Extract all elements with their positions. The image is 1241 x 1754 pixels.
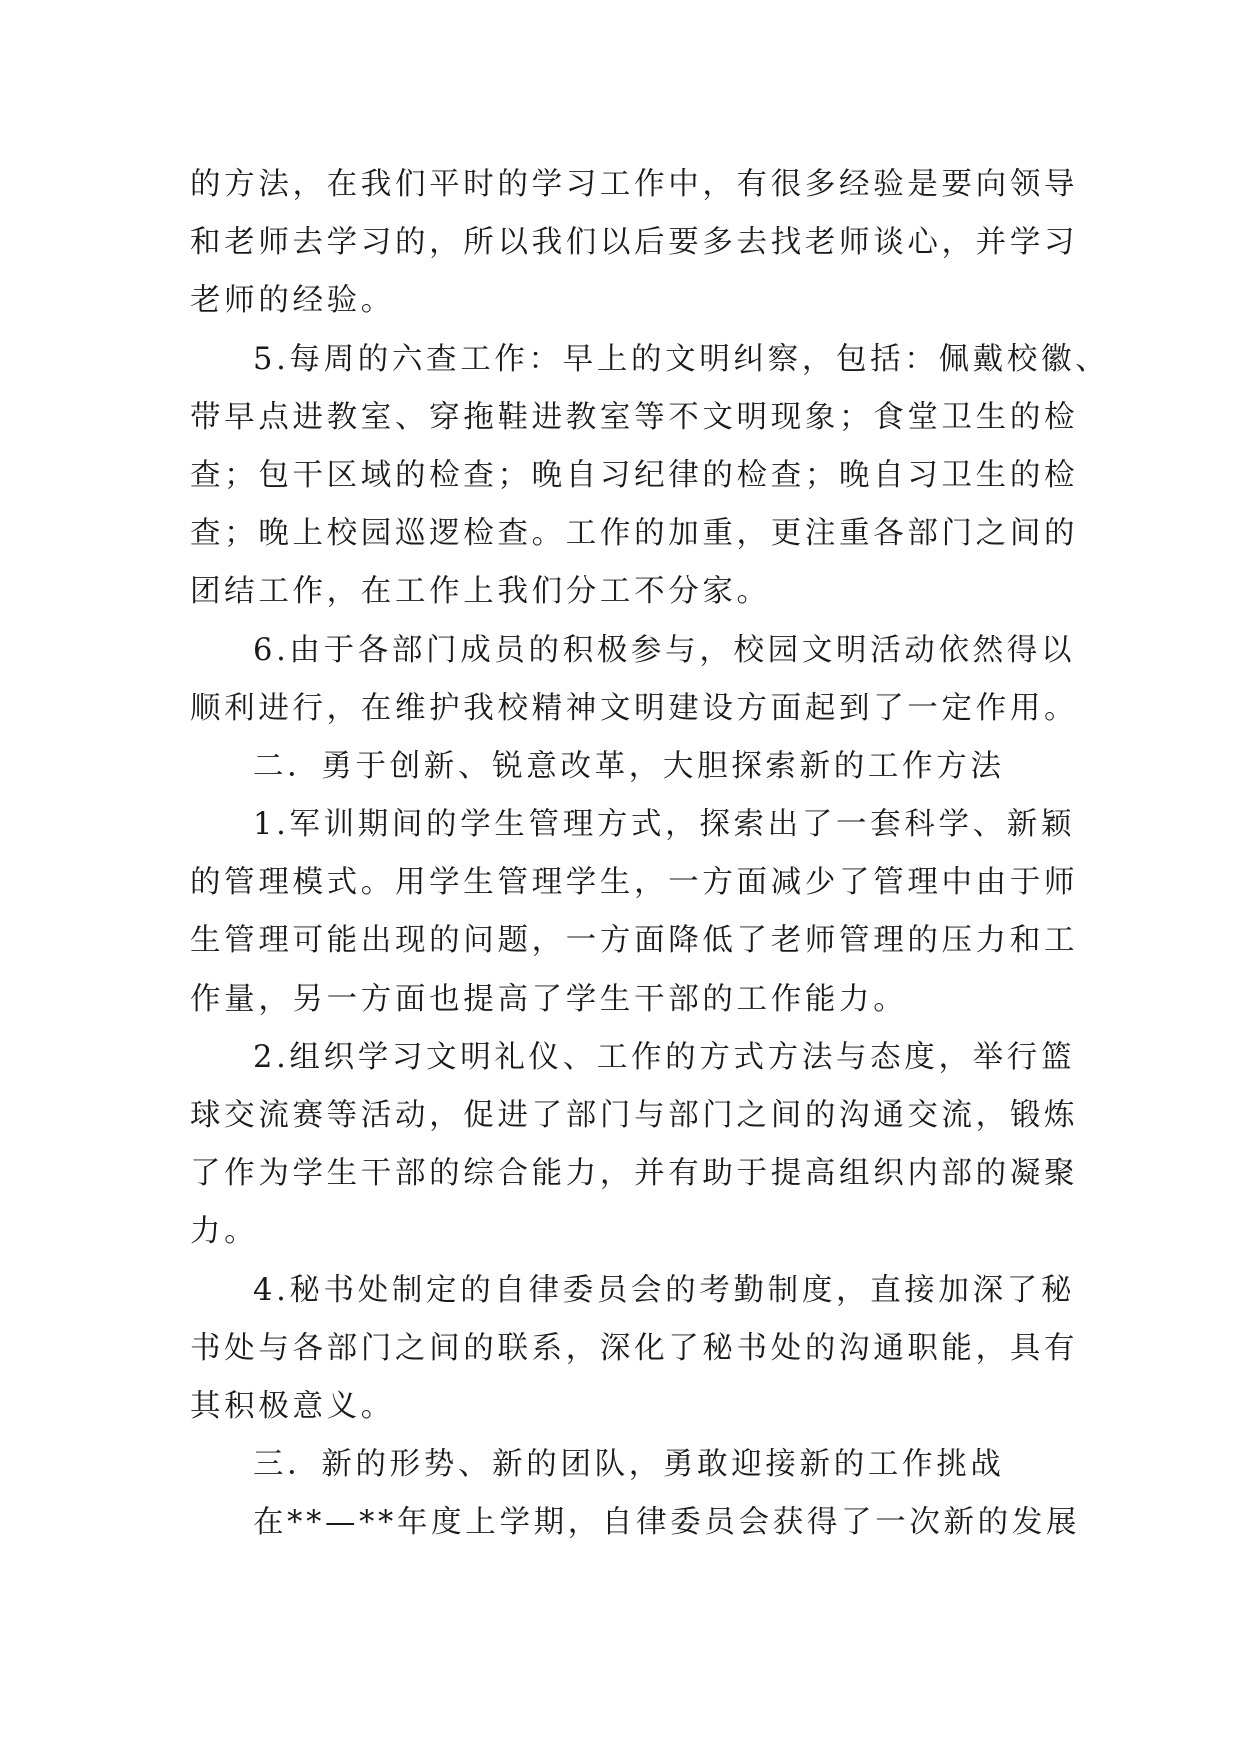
text-line: 老师的经验。 [190,283,395,319]
text-line: 的管理模式。用学生管理学生，一方面减少了管理中由于师 [190,865,1079,901]
text-line: 其积极意义。 [190,1388,395,1424]
text-line: 查；包干区域的检查；晚自习纪律的检查；晚自习卫生的检 [190,457,1079,493]
text-line: 二．勇于创新、锐意改革，大胆探索新的工作方法 [253,748,1005,784]
text-line: 团结工作，在工作上我们分工不分家。 [190,574,771,610]
text-line: 顺利进行，在维护我校精神文明建设方面起到了一定作用。 [190,690,1079,726]
text-line: 在**—**年度上学期，自律委员会获得了一次新的发展 [253,1505,1081,1541]
document-body [190,156,1110,1553]
text-line: 5.每周的六查工作：早上的文明纠察，包括：佩戴校徽、 [253,341,1110,377]
text-line: 1.军训期间的学生管理方式，探索出了一套科学、新颖 [253,807,1076,843]
text-line: 三．新的形势、新的团队，勇敢迎接新的工作挑战 [253,1447,1005,1483]
text-line: 生管理可能出现的问题，一方面降低了老师管理的压力和工 [190,923,1079,959]
text-line: 书处与各部门之间的联系，深化了秘书处的沟通职能，具有 [190,1330,1079,1366]
text-line: 作量，另一方面也提高了学生干部的工作能力。 [190,981,908,1017]
text-line: 球交流赛等活动，促进了部门与部门之间的沟通交流，锻炼 [190,1098,1079,1133]
text-line: 力。 [190,1214,259,1250]
text-line: 的方法，在我们平时的学习工作中，有很多经验是要向领导 [190,167,1079,202]
text-line: 带早点进教室、穿拖鞋进教室等不文明现象；食堂卫生的检 [190,399,1079,435]
text-line: 了作为学生干部的综合能力，并有助于提高组织内部的凝聚 [190,1156,1079,1192]
text-line: 6.由于各部门成员的积极参与，校园文明活动依然得以 [253,632,1076,668]
text-line: 和老师去学习的，所以我们以后要多去找老师谈心，并学习 [190,225,1079,261]
text-line: 2.组织学习文明礼仪、工作的方式方法与态度，举行篮 [253,1039,1076,1075]
text-line: 查；晚上校园巡逻检查。工作的加重，更注重各部门之间的 [190,516,1079,552]
text-line: 4.秘书处制定的自律委员会的考勤制度，直接加深了秘 [253,1272,1076,1308]
